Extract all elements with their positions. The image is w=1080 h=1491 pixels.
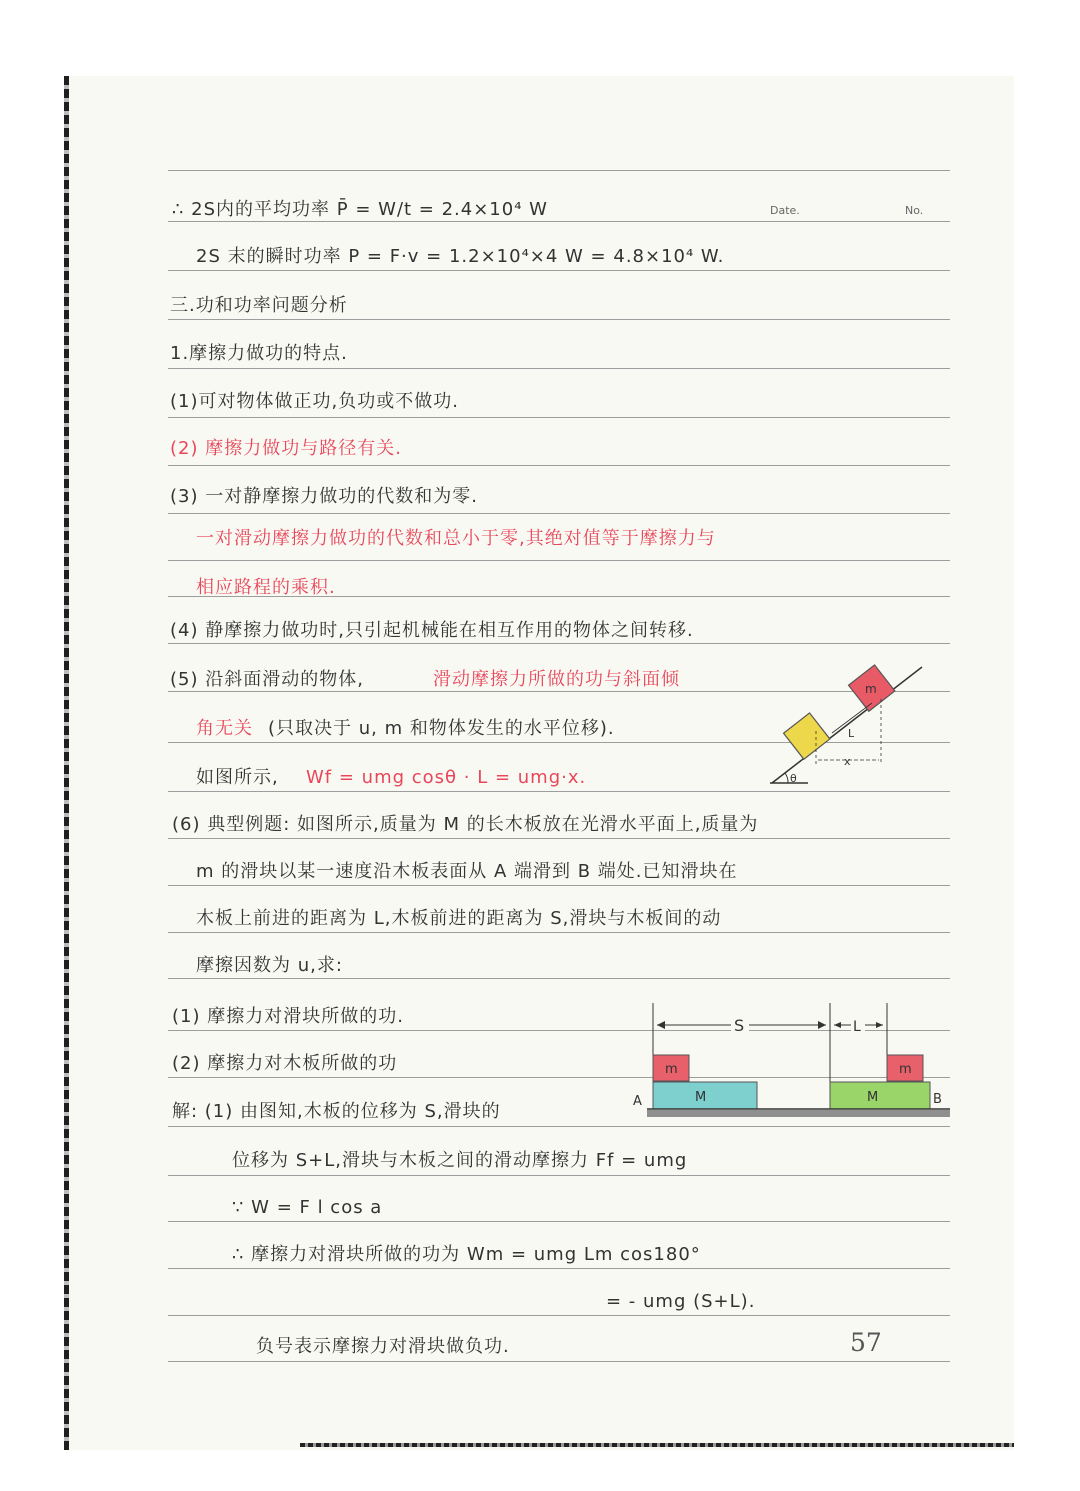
rule-line	[168, 368, 950, 369]
text-line: m 的滑块以某一速度沿木板表面从 A 端滑到 B 端处.已知滑块在	[196, 861, 738, 882]
rule-line	[168, 643, 950, 644]
section-heading: 三.功和功率问题分析	[170, 295, 348, 316]
text-line: (4) 静摩擦力做功时,只引起机械能在相互作用的物体之间转移.	[170, 620, 694, 641]
text-line: 位移为 S+L,滑块与木板之间的滑动摩擦力 Ff = umg	[232, 1150, 688, 1171]
rule-line	[168, 1268, 950, 1269]
rule-line	[168, 170, 950, 171]
label-x: x	[844, 755, 851, 768]
subsection-heading: 1.摩擦力做功的特点.	[170, 343, 348, 364]
rule-line	[168, 885, 950, 886]
rule-line	[168, 319, 950, 320]
board-right-label: M	[867, 1090, 879, 1105]
s-arrow-head-right	[818, 1021, 826, 1029]
rule-line	[168, 417, 950, 418]
incline-diagram	[760, 655, 950, 790]
rule-line	[168, 1315, 950, 1316]
text-line: (5) 沿斜面滑动的物体,	[170, 669, 364, 690]
text-line: ∴ 摩擦力对滑块所做的功为 Wm = umg Lm cos180°	[232, 1244, 701, 1265]
text-line-highlight: 一对滑动摩擦力做功的代数和总小于零,其绝对值等于摩擦力与	[196, 528, 716, 549]
text-line-highlight: (2) 摩擦力做功与路径有关.	[170, 438, 402, 459]
label-l: L	[853, 1019, 861, 1035]
text-line-highlight: 角无关	[196, 718, 253, 739]
text-line: (3) 一对静摩擦力做功的代数和为零.	[170, 486, 478, 507]
angle-theta-label: θ	[790, 772, 797, 785]
rule-line	[168, 1221, 950, 1222]
text-line-highlight: 相应路程的乘积.	[196, 577, 336, 598]
text-line: 木板上前进的距离为 L,木板前进的距离为 S,滑块与木板间的动	[196, 908, 722, 929]
rule-line	[168, 932, 950, 933]
text-line: (1)可对物体做正功,负功或不做功.	[170, 391, 459, 412]
label-b: B	[933, 1092, 942, 1107]
ground-hatch	[647, 1110, 950, 1117]
text-line-highlight: 滑动摩擦力所做的功与斜面倾	[433, 669, 680, 690]
rule-line	[168, 270, 950, 271]
small-block-right-label: m	[899, 1062, 912, 1077]
rule-line	[168, 791, 950, 792]
s-arrow-head-left	[657, 1021, 665, 1029]
rule-line	[168, 838, 950, 839]
label-a: A	[633, 1094, 642, 1109]
no-label: No.	[905, 204, 924, 217]
l-arrow-head-right	[876, 1022, 883, 1028]
page-left-edge	[64, 76, 69, 1450]
formula-highlight: Wf = umg cosθ · L = umg·x.	[306, 767, 587, 788]
rule-line	[168, 513, 950, 514]
text-line: 负号表示摩擦力对滑块做负功.	[256, 1336, 510, 1357]
rule-line	[168, 465, 950, 466]
text-line: 如图所示,	[196, 767, 279, 788]
text-line: ∴ 2S内的平均功率 P̄ = W/t = 2.4×10⁴ W	[172, 199, 548, 220]
rule-line	[168, 1361, 950, 1362]
small-block-left-label: m	[665, 1062, 678, 1077]
board-left-label: M	[695, 1090, 707, 1105]
text-line: (2) 摩擦力对木板所做的功	[172, 1053, 398, 1074]
text-line: (6) 典型例题: 如图所示,质量为 M 的长木板放在光滑水平面上,质量为	[172, 814, 759, 835]
label-s: S	[734, 1016, 745, 1035]
text-line: 2S 末的瞬时功率 P = F·v = 1.2×10⁴×4 W = 4.8×10⁴ W.	[196, 246, 725, 267]
text-line: 解: (1) 由图知,木板的位移为 S,滑块的	[172, 1101, 501, 1122]
text-line: (1) 摩擦力对滑块所做的功.	[172, 1006, 404, 1027]
text-line: ∵ W = F l cos a	[232, 1197, 383, 1218]
rule-line	[168, 560, 950, 561]
angle-arc	[785, 773, 788, 783]
page-bottom-edge	[300, 1443, 1014, 1447]
date-label: Date.	[770, 204, 800, 217]
incline-lower-block	[784, 713, 830, 759]
text-line: 摩擦因数为 u,求:	[196, 955, 343, 976]
l-arrow-head-left	[834, 1022, 841, 1028]
page-number: 57	[850, 1328, 882, 1357]
rule-line	[168, 1175, 950, 1176]
rule-line	[168, 221, 950, 222]
text-line: = - umg (S+L).	[606, 1291, 756, 1312]
label-l: L	[848, 727, 855, 740]
rule-line	[168, 978, 950, 979]
upper-block-label: m	[865, 682, 877, 696]
board-diagram	[625, 995, 955, 1130]
board-right	[830, 1082, 930, 1109]
text-line: (只取决于 u, m 和物体发生的水平位移).	[268, 718, 615, 739]
